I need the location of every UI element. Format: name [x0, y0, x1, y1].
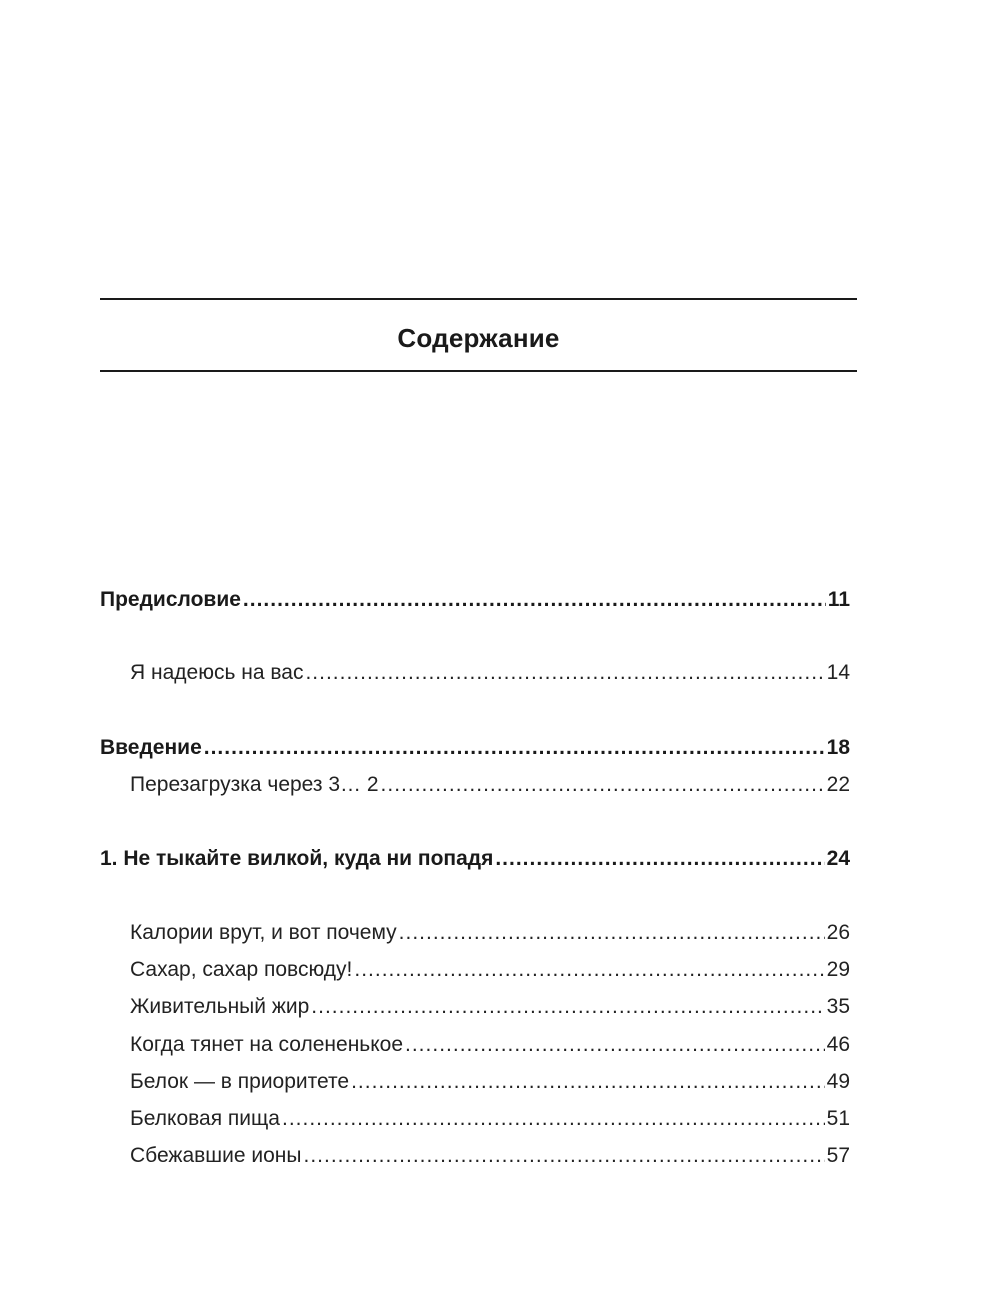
toc-entry-label: Сбежавшие ионы — [130, 1144, 302, 1167]
toc-entry-page: 18 — [826, 736, 850, 759]
toc-entry-ions[interactable] — [130, 1140, 850, 1172]
dot-leader — [282, 1103, 825, 1135]
toc-entry-label: Калории врут, и вот почему — [130, 921, 397, 944]
toc-entry-introduction[interactable] — [100, 732, 850, 764]
dot-leader — [303, 1140, 824, 1172]
toc-entry-page: 49 — [826, 1070, 850, 1093]
dot-leader — [351, 1066, 825, 1098]
toc-entry-page: 57 — [826, 1144, 850, 1167]
toc-entry-label: Белок — в приоритете — [130, 1070, 350, 1093]
toc-entry-label: Белковая пища — [130, 1107, 280, 1130]
toc-entry-reboot[interactable] — [130, 769, 850, 801]
toc-entry-page: 46 — [826, 1033, 850, 1056]
toc-entry-page: 26 — [826, 921, 850, 944]
dot-leader — [204, 732, 825, 764]
toc-entry-label: Сахар, сахар повсюду! — [130, 958, 353, 981]
dot-leader — [495, 843, 824, 875]
toc-entry-protein-priority[interactable] — [130, 1066, 850, 1098]
dot-leader — [381, 769, 825, 801]
toc-entry-label: Живительный жир — [130, 995, 310, 1018]
toc-entry-label: Я надеюсь на вас — [130, 661, 304, 684]
dot-leader — [311, 991, 824, 1023]
dot-leader — [405, 1029, 825, 1061]
toc-entry-page: 29 — [826, 958, 850, 981]
toc-entry-page: 14 — [826, 661, 850, 684]
dot-leader — [305, 657, 824, 689]
toc-entry-sugar[interactable] — [130, 954, 850, 986]
dot-leader — [243, 584, 826, 616]
toc-entry-fat[interactable] — [130, 991, 850, 1023]
toc-entry-chapter-1[interactable] — [100, 843, 850, 875]
toc-entry-hope[interactable] — [130, 657, 850, 689]
toc-entry-page: 35 — [826, 995, 850, 1018]
toc-entry-calories[interactable] — [130, 917, 850, 949]
toc-entry-protein-food[interactable] — [130, 1103, 850, 1135]
toc-entry-label: Когда тянет на солененькое — [130, 1033, 404, 1056]
toc-entry-page: 51 — [826, 1107, 850, 1130]
toc-entry-page: 11 — [827, 588, 850, 611]
toc-entry-label: 1. Не тыкайте вилкой, куда ни попадя — [100, 847, 494, 870]
toc-entry-page: 22 — [826, 773, 850, 796]
toc-entry-salt[interactable] — [130, 1029, 850, 1061]
toc-entry-label: Предисловие — [100, 588, 241, 611]
toc-entry-label: Введение — [100, 736, 202, 759]
toc-entry-preface[interactable] — [100, 584, 850, 616]
page-title: Содержание — [397, 323, 560, 353]
toc-entry-page: 24 — [826, 847, 850, 870]
toc-entry-label: Перезагрузка через 3… 2 — [130, 773, 379, 796]
dot-leader — [399, 917, 825, 949]
dot-leader — [354, 954, 824, 986]
